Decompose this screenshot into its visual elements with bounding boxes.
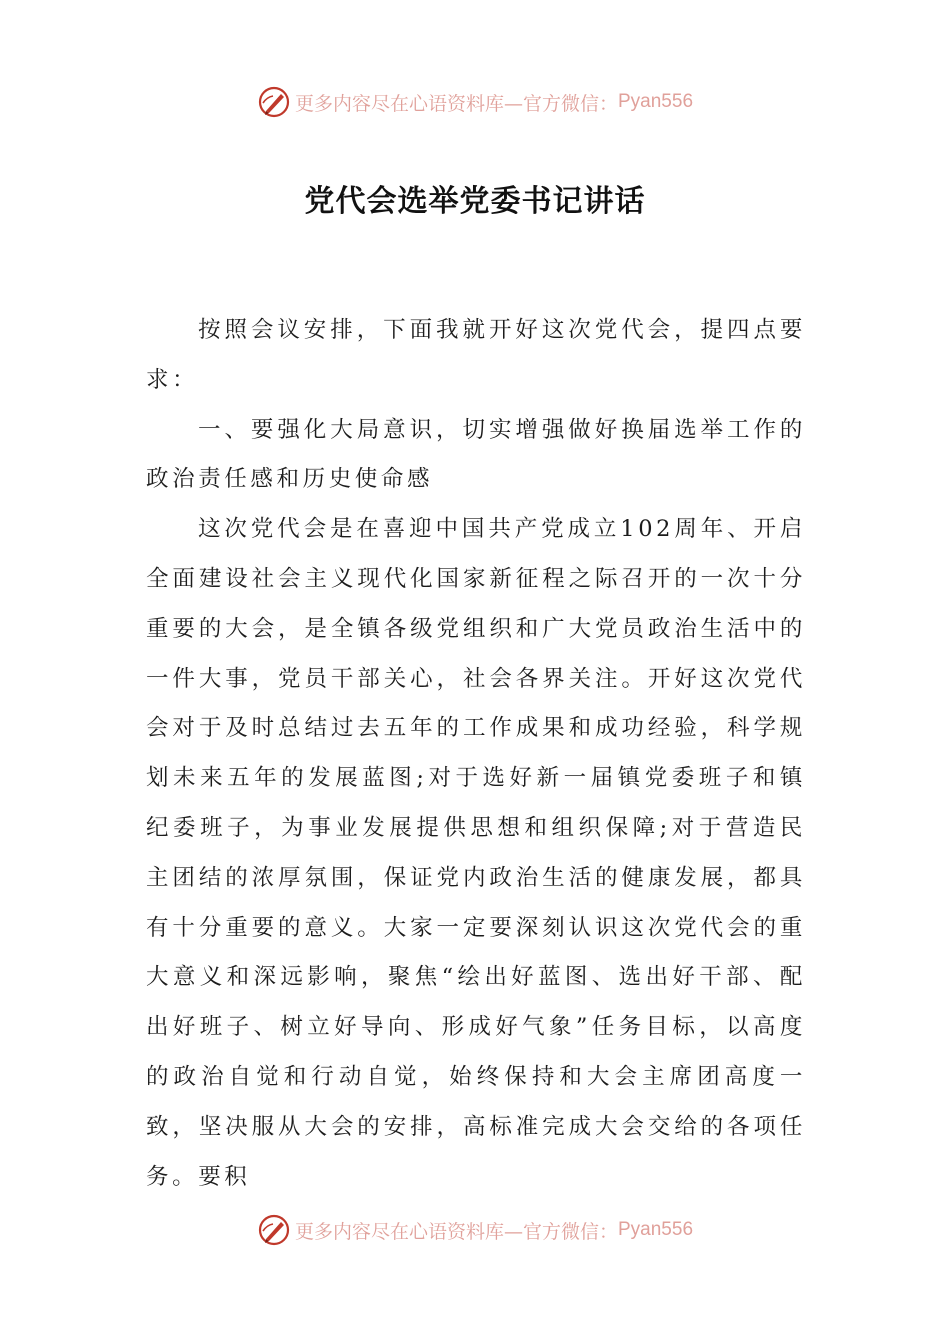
watermark-wechat-id: Pyan556 (618, 91, 694, 112)
pen-logo-icon (257, 85, 291, 119)
watermark-wechat-id: Pyan556 (618, 1219, 694, 1240)
watermark-banner-top (0, 82, 950, 122)
paragraph-body: 这次党代会是在喜迎中国共产党成立102周年、开启全面建设社会主义现代化国家新征程之际召开的一次十分重要的大会，是全镇各级党组织和广大党员政治生活中的一件大事，党员干部关心，社会各界关注。开好这次党代会对于及时总结过去五年的工作成果和成功经验，科学规划未来五年的发展蓝图;对于选好新一届镇党委班子和镇纪委班子，为事业发展提供思想和组织保障;对于营造民主团结的浓厚氛围，保证党内政治生活的健康发展，都具有十分重要的意义。大家一定要深刻认识这次党代会的重大意义和深远影响，聚焦“绘出好蓝图、选出好干部、配出好班子、树立好导向、形成好气象”任务目标，以高度的政治自觉和行动自觉，始终保持和大会主席团高度一致，坚决服从大会的安排，高标准完成大会交给的各项任务。要积 (146, 516, 806, 1190)
paragraph-heading-one: 一、要强化大局意识，切实增强做好换届选举工作的政治责任感和历史使命感 (146, 416, 806, 493)
document-title: 党代会选举党委书记讲话 (304, 184, 646, 219)
watermark-banner-bottom (0, 1210, 950, 1250)
watermark-text: 更多内容尽在心语资料库—官方微信： (294, 92, 618, 115)
document-body (146, 306, 806, 1202)
watermark-text: 更多内容尽在心语资料库—官方微信： (294, 1220, 618, 1243)
paragraph-intro: 按照会议安排，下面我就开好这次党代会，提四点要求： (146, 317, 806, 393)
pen-logo-icon (257, 1213, 291, 1247)
